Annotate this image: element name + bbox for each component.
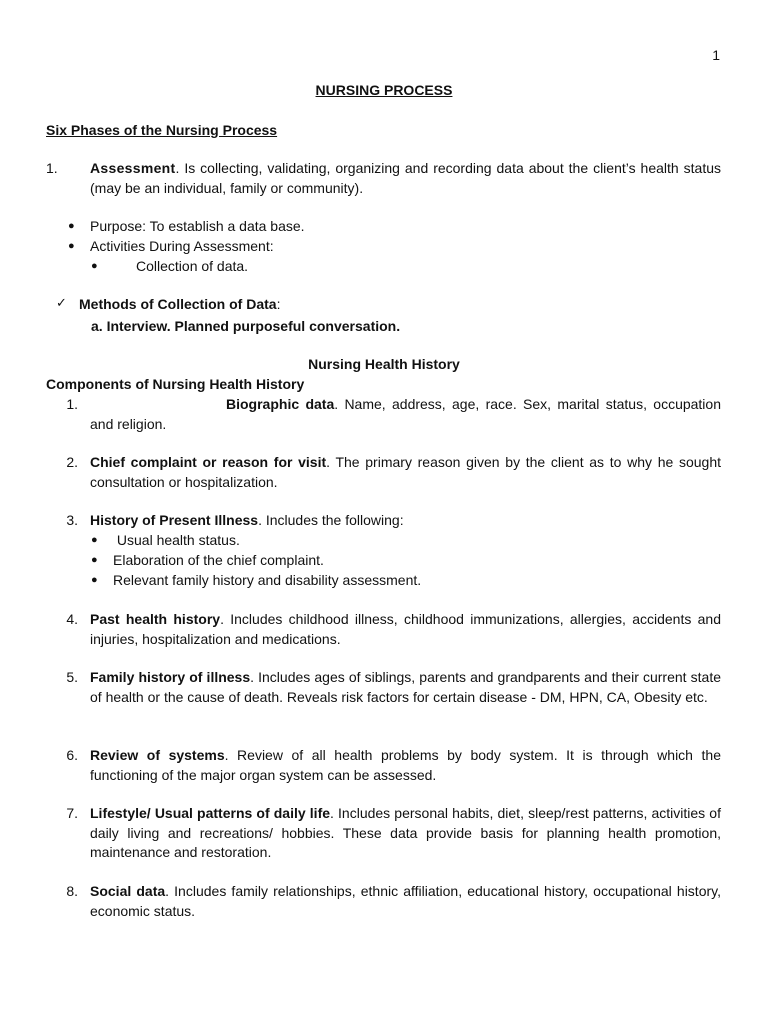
phase-1-term: Assessment (90, 160, 176, 176)
component-3-term: History of Present Illness (90, 512, 259, 528)
phase-1-number: 1. (46, 160, 58, 176)
component-7-paragraph (90, 804, 721, 863)
bullet-icon: ● (91, 574, 98, 586)
component-5-text: . Includes ages of siblings, parents and grandparents and their current state of health or the cause of death. Reveals risk factors for certain disease - DM, HPN, CA, Obesity etc. (90, 669, 721, 705)
bullet-icon: ● (91, 554, 98, 566)
component-2-paragraph (90, 453, 721, 492)
bullet-icon: ● (91, 534, 98, 546)
component-1-term: Biographic data (226, 396, 335, 412)
component-3-number: 3. (66, 512, 78, 528)
page-title: NURSING PROCESS (315, 82, 453, 98)
bullet-icon: ● (68, 220, 75, 232)
component-3-paragraph (90, 511, 721, 531)
component-2-number: 2. (66, 454, 78, 470)
phase-1-paragraph (90, 159, 721, 198)
component-8-number: 8. (66, 883, 78, 899)
methods-term: Methods of Collection of Data (79, 296, 277, 312)
component-4-paragraph (90, 610, 721, 649)
component-5-paragraph (90, 668, 721, 707)
phase-1-text: . Is collecting, validating, organizing and recording data about the client’s health status (may be an individual, family or community). (90, 160, 721, 196)
component-7-term: Lifestyle/ Usual patterns of daily life (90, 805, 331, 821)
component-7-number: 7. (66, 805, 78, 821)
component-6-number: 6. (66, 747, 78, 763)
list-item: Elaboration of the chief complaint. (113, 552, 324, 568)
components-heading: Components of Nursing Health History (46, 376, 305, 392)
page-number: 1 (712, 47, 720, 63)
methods-heading (79, 295, 280, 314)
component-1-number: 1. (66, 396, 78, 412)
bullet-icon: ● (68, 240, 75, 252)
component-4-text: . Includes childhood illness, childhood immunizations, allergies, accidents and injuries, hospitalization and medications. (90, 611, 721, 647)
component-6-term: Review of systems (90, 747, 225, 763)
nursing-health-history-heading: Nursing Health History (308, 356, 460, 372)
interview-line: a. Interview. Planned purposeful conversation. (91, 318, 401, 334)
component-6-paragraph (90, 746, 721, 785)
list-item: Usual health status. (113, 532, 240, 548)
component-6-text: . Review of all health problems by body system. It is through which the functioning of the major organ system can be assessed. (90, 747, 721, 783)
component-8-term: Social data (90, 883, 166, 899)
list-item: Purpose: To establish a data base. (90, 218, 305, 234)
component-1-paragraph (90, 395, 721, 434)
component-8-paragraph (90, 882, 721, 921)
component-8-text: . Includes family relationships, ethnic affiliation, educational history, occupational history, economic status. (90, 883, 721, 919)
component-4-term: Past health history (90, 611, 221, 627)
component-3-text: . Includes the following: (258, 512, 404, 528)
bullet-icon: ● (91, 260, 98, 272)
list-item: Collection of data. (136, 258, 249, 274)
list-item: Relevant family history and disability assessment. (113, 572, 422, 588)
component-5-number: 5. (66, 669, 78, 685)
section-heading: Six Phases of the Nursing Process (46, 122, 278, 138)
list-item: Activities During Assessment: (90, 238, 274, 254)
component-7-text: . Includes personal habits, diet, sleep/rest patterns, activities of daily living and recreations/ hobbies. These data provide basis for planning health promotion, maintenance and restoration. (90, 805, 721, 860)
methods-suffix: : (276, 296, 281, 312)
checkmark-icon: ✓ (56, 296, 67, 311)
component-2-term: Chief complaint or reason for visit (90, 454, 327, 470)
component-1-text: . Name, address, age, race. Sex, marital status, occupation and religion. (90, 396, 721, 432)
component-2-text: . The primary reason given by the client as to why he sought consultation or hospitalization. (90, 454, 721, 490)
component-4-number: 4. (66, 611, 78, 627)
component-5-term: Family history of illness (90, 669, 251, 685)
